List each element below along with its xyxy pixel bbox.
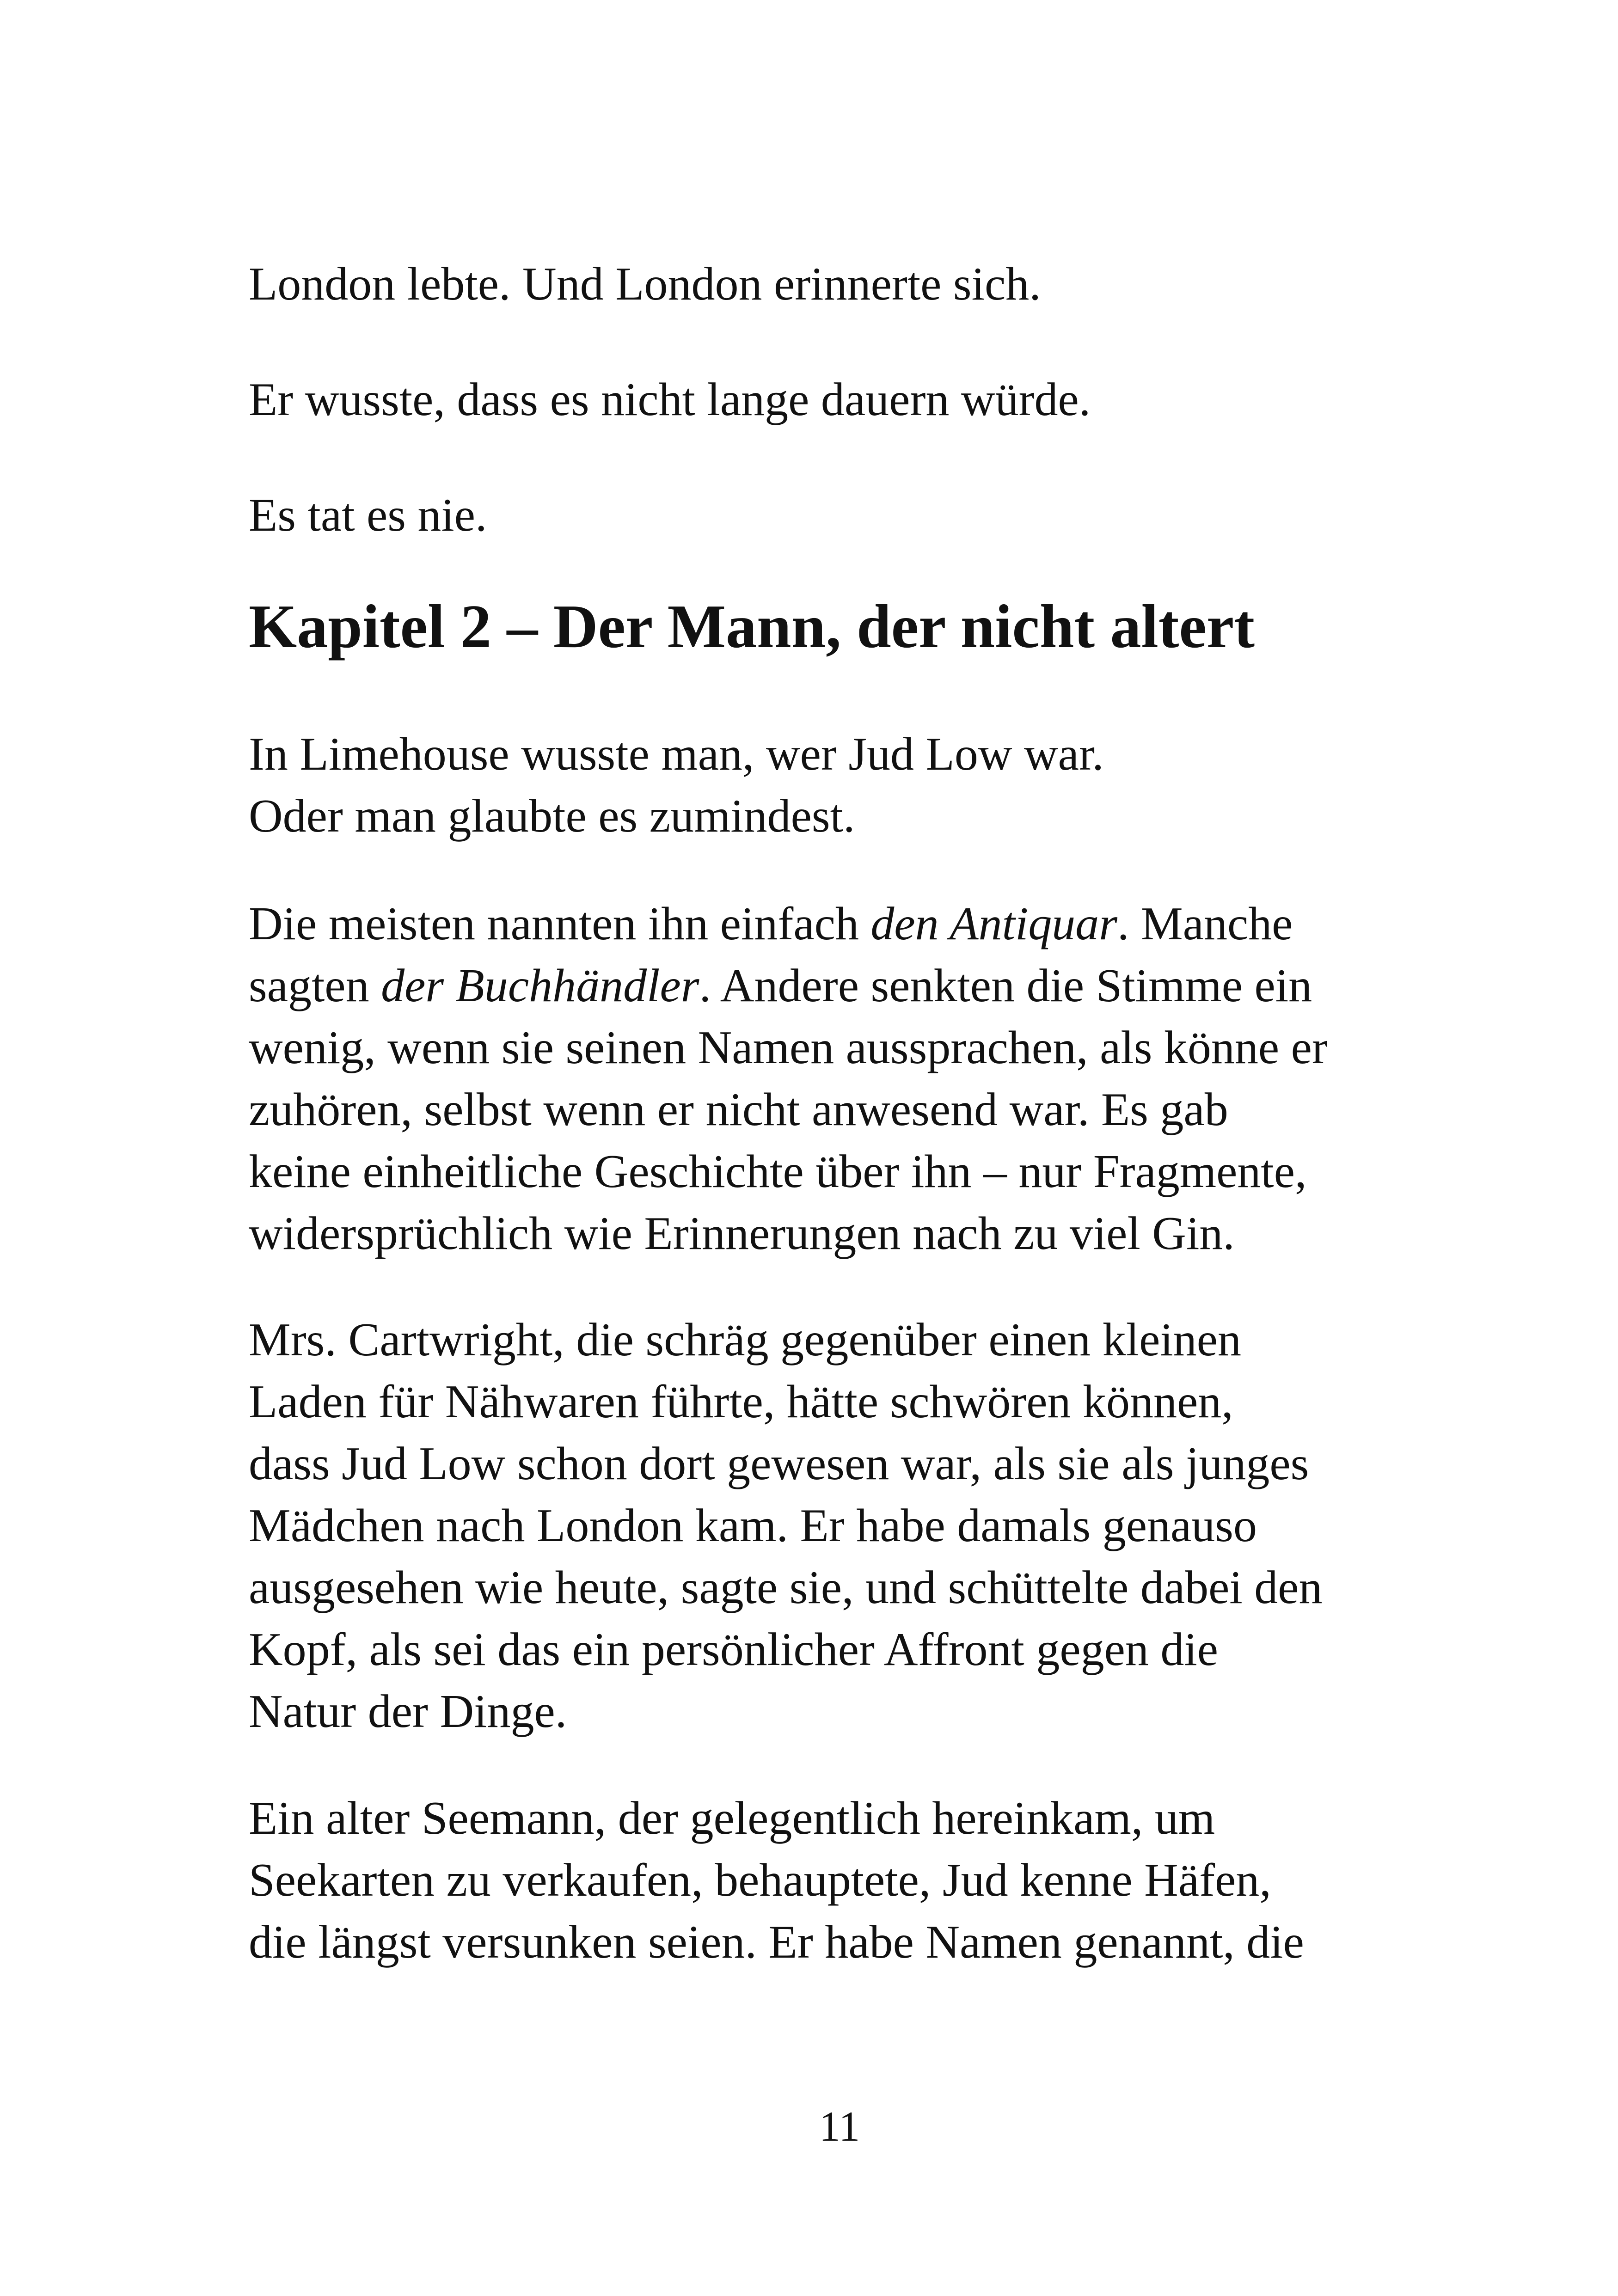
italic-term: der Buchhändler (381, 960, 699, 1012)
paragraph-line: Die meisten nannten ihn einfach den Antiquar. Manche (249, 898, 1293, 950)
paragraph-line: Oder man glaubte es zumindest. (249, 790, 855, 842)
paragraph-line: die längst versunken seien. Er habe Namen genannt, die (249, 1916, 1304, 1968)
paragraph-line: keine einheitliche Geschichte über ihn – nur Fragmente, (249, 1145, 1307, 1198)
intro-line-1: London lebte. Und London erinnerte sich. (249, 258, 1041, 310)
paragraph-line: Kopf, als sei das ein persönlicher Affront gegen die (249, 1623, 1219, 1676)
italic-term: den Antiquar (870, 898, 1117, 950)
paragraph-line: dass Jud Low schon dort gewesen war, als sie als junges (249, 1438, 1309, 1490)
paragraph-line: Laden für Nähwaren führte, hätte schwören können, (249, 1376, 1233, 1428)
paragraph-2 (249, 893, 1328, 1265)
page-number: 11 (819, 2103, 860, 2150)
paragraph-line: Ein alter Seemann, der gelegentlich hereinkam, um (249, 1792, 1215, 1844)
paragraph-line: zuhören, selbst wenn er nicht anwesend war. Es gab (249, 1084, 1228, 1136)
intro-line-3: Es tat es nie. (249, 489, 487, 541)
chapter-heading: Kapitel 2 – Der Mann, der nicht altert (249, 592, 1255, 661)
paragraph-line: Mädchen nach London kam. Er habe damals genauso (249, 1500, 1257, 1552)
paragraph-line: Seekarten zu verkaufen, behauptete, Jud kenne Häfen, (249, 1854, 1271, 1906)
paragraph-line: Mrs. Cartwright, die schräg gegenüber einen kleinen (249, 1314, 1241, 1366)
paragraph-line: In Limehouse wusste man, wer Jud Low war. (249, 728, 1104, 780)
paragraph-line: wenig, wenn sie seinen Namen aussprachen, als könne er (249, 1022, 1328, 1074)
paragraph-line: sagten der Buchhändler. Andere senkten die Stimme ein (249, 960, 1312, 1012)
paragraph-3 (249, 1309, 1323, 1743)
paragraph-line: ausgesehen wie heute, sagte sie, und schüttelte dabei den (249, 1561, 1323, 1614)
paragraph-1 (249, 723, 1104, 847)
paragraph-4 (249, 1788, 1304, 1973)
intro-line-2: Er wusste, dass es nicht lange dauern würde. (249, 373, 1091, 426)
paragraph-line: widersprüchlich wie Erinnerungen nach zu viel Gin. (249, 1207, 1235, 1260)
paragraph-line: Natur der Dinge. (249, 1685, 567, 1738)
